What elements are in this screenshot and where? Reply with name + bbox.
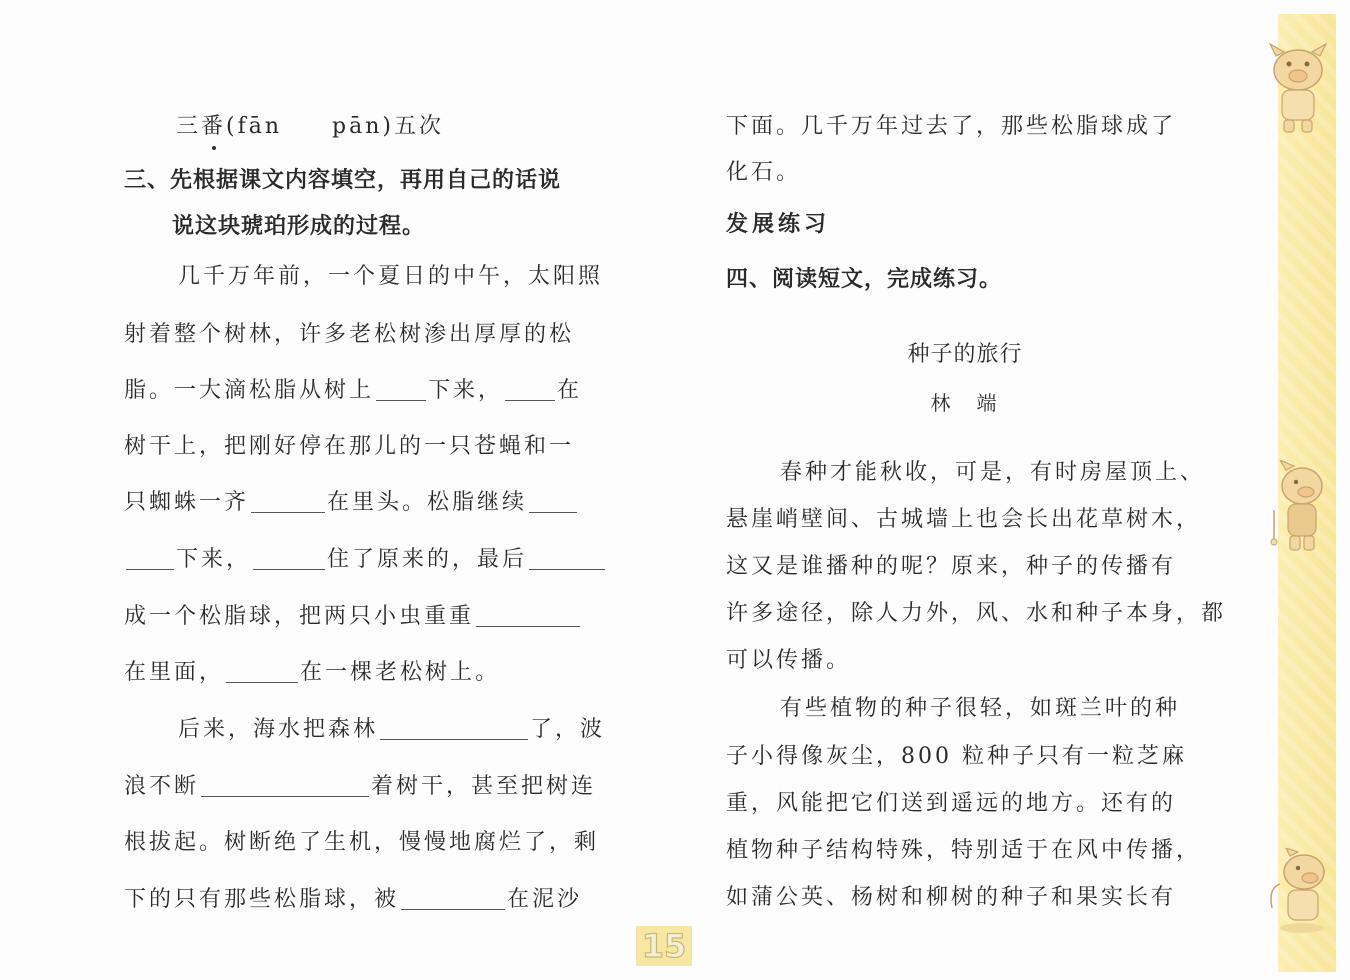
fill-blank[interactable] — [126, 547, 174, 570]
fill-blank[interactable] — [376, 378, 426, 401]
passage-line: 在里面， 在一棵老松树上。 — [124, 660, 501, 685]
story-line: 如蒲公英、杨树和柳树的种子和果实长有 — [726, 885, 1177, 910]
emphasis-dot — [212, 146, 216, 150]
fill-blank[interactable] — [529, 490, 577, 513]
passage-line: 后来，海水把森林 了，波 — [178, 717, 606, 742]
fill-blank[interactable] — [529, 547, 605, 570]
fill-blank[interactable] — [505, 378, 555, 401]
fill-blank[interactable] — [401, 887, 505, 910]
story-line: 重，风能把它们送到遥远的地方。还有的 — [726, 791, 1177, 816]
pig-cartoon-icon — [1266, 848, 1334, 936]
passage-line: 成一个松脂球，把两只小虫重重 — [124, 602, 582, 632]
story-line: 植物种子结构特殊，特别适于在风中传播， — [726, 838, 1202, 863]
question-4-title: 四、阅读短文，完成练习。 — [726, 267, 1003, 292]
story-line: 春种才能秋收，可是，有时房屋顶上、 — [780, 460, 1206, 485]
fill-blank[interactable] — [251, 490, 325, 513]
story-title: 种子的旅行 — [907, 342, 1023, 367]
page-number: 15 — [636, 926, 692, 966]
passage-line: 几千万年前，一个夏日的中午，太阳照 — [178, 264, 604, 289]
passage-line: 脂。一大滴松脂从树上 下来， 在 — [124, 378, 583, 403]
pinyin-choice-line: 三番(fān pān)五次 — [176, 114, 444, 139]
fill-blank[interactable] — [380, 717, 528, 740]
story-line: 悬崖峭壁间、古城墙上也会长出花草树木， — [726, 507, 1202, 532]
pig-cartoon-icon — [1266, 460, 1334, 556]
story-line: 许多途径，除人力外，风、水和种子本身，都 — [726, 601, 1227, 626]
story-line: 子小得像灰尘，800 粒种子只有一粒芝麻 — [726, 744, 1187, 769]
passage-line: 化石。 — [726, 160, 802, 185]
fill-blank[interactable] — [476, 604, 580, 627]
fill-blank[interactable] — [201, 774, 369, 797]
pig-cartoon-icon — [1262, 40, 1334, 136]
story-line: 这又是谁播种的呢？原来，种子的传播有 — [726, 554, 1177, 579]
fill-blank[interactable] — [253, 547, 325, 570]
passage-line: 只蜘蛛一齐 在里头。松脂继续 — [124, 488, 579, 518]
passage-line: 下面。几千万年过去了，那些松脂球成了 — [726, 114, 1177, 139]
passage-line: 下的只有那些松脂球，被 在泥沙 — [124, 887, 583, 912]
passage-line: 射着整个树林，许多老松树渗出厚厚的松 — [124, 322, 575, 347]
story-line: 有些植物的种子很轻，如斑兰叶的种 — [780, 696, 1181, 721]
story-author: 林 端 — [930, 391, 1000, 415]
passage-line: 根拔起。树断绝了生机，慢慢地腐烂了，剩 — [124, 830, 600, 855]
passage-line: 树干上，把刚好停在那儿的一只苍蝇和一 — [124, 434, 575, 459]
story-line: 可以传播。 — [726, 648, 852, 673]
question-3-title-line2: 说这块琥珀形成的过程。 — [172, 214, 426, 239]
section-heading: 发展练习 — [726, 212, 831, 237]
question-3-title-line1: 三、先根据课文内容填空，再用自己的话说 — [124, 168, 562, 193]
dotted-character: 番 — [201, 114, 227, 139]
passage-line: 浪不断 着树干，甚至把树连 — [124, 774, 597, 799]
fill-blank[interactable] — [226, 660, 298, 683]
passage-line: 下来， 住了原来的，最后 — [124, 545, 607, 575]
